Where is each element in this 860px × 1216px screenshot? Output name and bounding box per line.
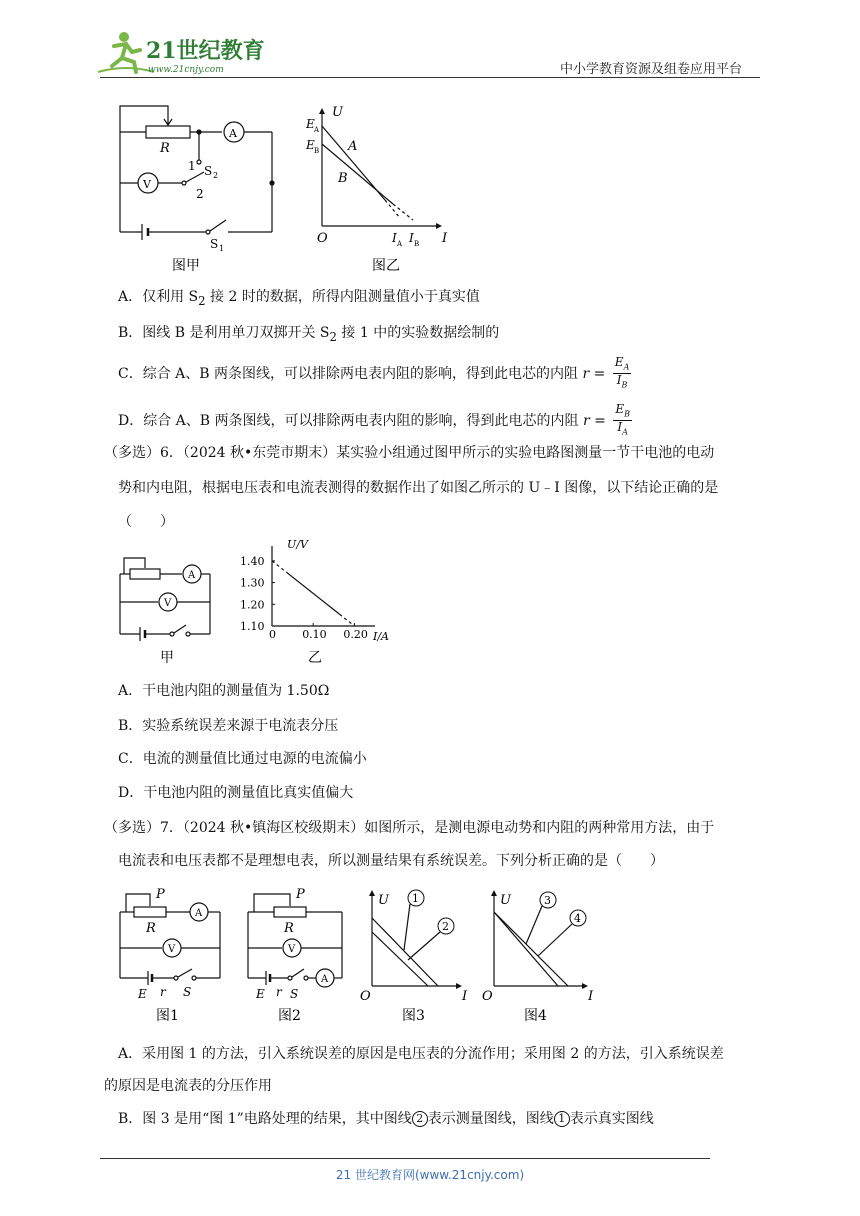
fig1-V: V (168, 944, 176, 955)
q5-c-num: E (614, 355, 624, 369)
q6-option-b[interactable]: B．实验系统误差来源于电流表分压 (118, 718, 339, 734)
q5-figure (110, 100, 470, 280)
runner-logo-icon (96, 28, 266, 78)
q6-option-d[interactable]: D．干电池内阻的测量值比真实值偏大 (118, 785, 354, 801)
platform-name: 中小学教育资源及组卷应用平台 (560, 62, 743, 77)
q7-option-a-line1[interactable]: A．采用图 1 的方法，引入系统误差的原因是电压表的分流作用；采用图 2 的方法，引入系统误差 (118, 1046, 724, 1062)
fig1-rheostat (134, 907, 166, 917)
q5-b-pre: B．图线 B 是利用单刀双掷开关 S (118, 325, 330, 341)
q6-rheostat (130, 569, 160, 579)
fig3-line-1 (372, 918, 438, 986)
fig3-c2: 2 (442, 920, 449, 933)
header-divider (100, 77, 760, 78)
q5-d-num-sub: B (624, 409, 630, 419)
fig2-rheostat (274, 907, 306, 917)
fig1-P: P (156, 887, 165, 902)
q6-fig-jia: 甲 (160, 650, 174, 666)
fig3-U: U (378, 893, 389, 908)
q5-d-den-sub: A (622, 427, 628, 437)
q6-series-extrapolation-end (340, 614, 355, 626)
q7-figures (110, 882, 610, 1027)
u-axis-label: U (332, 105, 343, 120)
q5-option-a[interactable] (118, 287, 480, 311)
fig2-P: P (296, 887, 305, 902)
label-A: A (229, 127, 237, 140)
line-b-label: B (338, 171, 348, 186)
fig2-switch-icon (292, 969, 304, 977)
fig3-I: I (462, 989, 468, 1004)
ea-sub: A (314, 126, 320, 134)
ib-sub: B (414, 240, 420, 248)
q6-x-tick-label: 0.20 (343, 628, 368, 641)
q7-b-pre: B．图 3 是用“图 1”电路处理的结果，其中图线 (118, 1111, 412, 1127)
footer-link[interactable]: 21 世纪教育网(www.21cnjy.com) (335, 1168, 525, 1182)
q5-d-r: r = (582, 412, 606, 429)
switch-S2 (186, 172, 204, 182)
q7-b-circle-2: 2 (412, 1111, 428, 1127)
q6-switch-icon (174, 625, 186, 633)
eb-sub: B (314, 147, 320, 155)
q5-d-fraction (613, 403, 632, 439)
q6-y-tick-label: 1.20 (240, 598, 265, 612)
i-axis-label: I (442, 231, 448, 246)
q7-line2: 电流表和电压表都不是理想电表，所以测量结果有系统误差。下列分析正确的是（ ） (118, 853, 664, 869)
q7-b-mid: 表示测量图线，图线 (427, 1111, 554, 1127)
fig4-c3: 3 (544, 894, 551, 907)
label-V: V (143, 178, 151, 191)
fig4-line-3 (494, 912, 558, 986)
q6-y-tick-label: 1.10 (240, 620, 265, 633)
label-R: R (160, 141, 170, 156)
q5-d-den: I (617, 420, 623, 435)
fig4-U: U (500, 893, 511, 908)
q6-ylabel: U/V (287, 538, 308, 551)
rheostat-R (146, 126, 190, 138)
ia-sub: A (397, 240, 403, 248)
fig2-R: R (284, 921, 294, 936)
q5-c-r: r = (582, 365, 606, 382)
origin-label: O (317, 231, 328, 246)
logo-url: www.21cnjy.com (148, 65, 224, 75)
q6-xlabel: I/A (373, 630, 389, 643)
q5-option-c[interactable] (118, 356, 631, 392)
fig4-c4: 4 (574, 912, 581, 925)
fig3-line-2 (372, 932, 428, 986)
q6-fig-yi: 乙 (308, 650, 322, 666)
q6-label-V: V (164, 598, 172, 609)
q6-x-tick-label: 0.10 (302, 628, 327, 641)
q5-c-num-sub: A (623, 362, 630, 372)
fig-jia-caption: 图甲 (172, 258, 200, 274)
q6-option-a[interactable]: A．干电池内阻的测量值为 1.50Ω (118, 683, 330, 699)
ib-label: I (409, 231, 414, 245)
fig2-E: E (256, 987, 265, 1001)
q6-option-c[interactable]: C．电流的测量值比通过电源的电流偏小 (118, 751, 367, 767)
switch-S1 (210, 220, 226, 231)
q5-a-pre: A．仅利用 S (118, 289, 199, 305)
site-logo (96, 28, 266, 78)
fig4-caption: 图4 (524, 1008, 547, 1024)
q6-line2: 势和内电阻，根据电压表和电流表测得的数据作出了如图乙所示的 U﹣I 图像，以下结论正确的是 (118, 480, 719, 496)
fig2-r: r (276, 985, 282, 999)
fig2-caption: 图2 (278, 1008, 301, 1024)
logo-text: 21世纪教育 (146, 38, 265, 64)
q5-c-den: I (616, 373, 622, 388)
fig3-O: O (360, 989, 371, 1004)
q5-option-d[interactable] (118, 403, 632, 439)
q5-a-sub: 2 (198, 293, 206, 308)
label-S1-sub: 1 (219, 244, 225, 253)
q6-line1: （多选）6．（2024 秋•东莞市期末）某实验小组通过图甲所示的实验电路图测量一节干电池的电动 (104, 445, 715, 461)
fig1-r: r (160, 985, 166, 999)
label-S2-sub: 2 (213, 171, 219, 180)
q7-b-circle-1: 1 (554, 1111, 570, 1127)
label-S1: S (210, 237, 219, 251)
q7-line1: （多选）7．（2024 秋•镇海区校级期末）如图所示，是测电源电动势和内阻的两种常用方法，由于 (104, 820, 715, 836)
q5-c-den-sub: B (621, 380, 628, 390)
label-2: 2 (196, 187, 204, 201)
fig1-E: E (138, 987, 147, 1001)
line-a-label: A (348, 139, 358, 154)
fig1-switch-icon (178, 969, 192, 977)
q5-option-b[interactable] (118, 323, 499, 347)
fig3-c1: 1 (412, 892, 419, 905)
fig2-A: A (321, 974, 329, 985)
q5-d-num: E (615, 402, 625, 416)
q7-option-b[interactable] (118, 1109, 654, 1129)
q5-b-post: 接 1 中的实验数据绘制的 (336, 325, 500, 341)
q7-option-a-line2: 的原因是电流表的分压作用 (104, 1078, 272, 1094)
fig4-line-4 (494, 912, 568, 986)
q6-series-line (287, 573, 340, 615)
q5-c-fraction (613, 356, 632, 392)
q6-label-A: A (188, 570, 196, 581)
fig2-S: S (290, 987, 299, 1001)
eb-label: E (306, 138, 315, 152)
ia-label: I (392, 231, 397, 245)
fig4-I: I (588, 989, 594, 1004)
q6-y-tick-label: 1.40 (240, 554, 265, 568)
q6-figure (110, 538, 410, 673)
footer-divider (100, 1158, 710, 1159)
q5-c-text: C．综合 A、B 两条图线，可以排除两电表内阻的影响，得到此电芯的内阻 (118, 365, 583, 382)
fig1-R: R (146, 921, 156, 936)
ea-label: E (306, 117, 315, 131)
fig-yi-caption: 图乙 (372, 258, 400, 274)
q5-d-text: D．综合 A、B 两条图线，可以排除两电表内阻的影响，得到此电芯的内阻 (118, 412, 583, 429)
label-S2: S (204, 164, 213, 178)
q6-y-tick-label: 1.30 (240, 576, 265, 590)
label-1: 1 (188, 159, 196, 173)
fig1-A: A (195, 908, 203, 919)
q5-a-post: 接 2 时的数据，所得内阻测量值小于真实值 (205, 289, 480, 305)
q6-series-extrapolation-start (272, 561, 287, 573)
q7-b-post: 表示真实图线 (569, 1111, 654, 1127)
q5-b-sub: 2 (329, 329, 337, 344)
fig1-caption: 图1 (156, 1008, 179, 1024)
fig2-V: V (288, 944, 296, 955)
q6-uv-chart (240, 546, 375, 641)
fig4-O: O (482, 989, 493, 1004)
line-B (322, 144, 393, 204)
fig1-S: S (183, 985, 192, 999)
fig3-caption: 图3 (402, 1008, 425, 1024)
q6-x-tick-label: 0 (269, 628, 276, 641)
q6-answer-blank: （ ） (118, 514, 174, 530)
